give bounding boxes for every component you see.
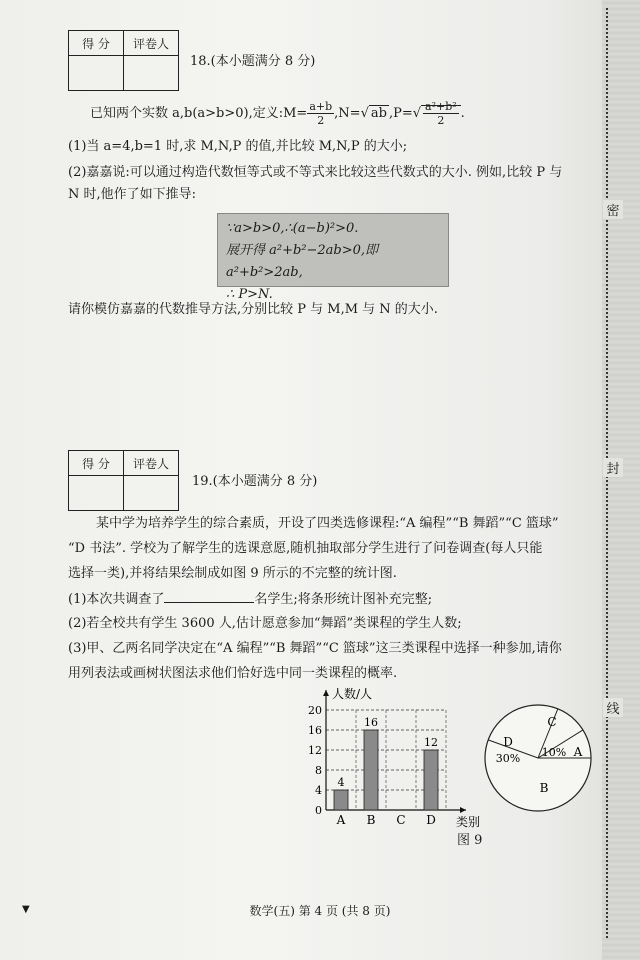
bar-value-label-B: 16 [364,716,378,729]
y-tick-label: 4 [315,784,322,797]
q18-intro-end: . [460,106,465,121]
bar-A [334,790,348,810]
score-label: 得 分 [69,451,124,476]
bar-D [424,750,438,810]
q18-intro-b: ,N= [334,106,361,121]
q18-task: 请你模仿嘉嘉的代数推导方法,分别比较 P 与 M,M 与 N 的大小. [68,302,438,317]
x-category-B: B [366,813,376,827]
bar-value-label-D: 12 [424,736,438,749]
bar-value-label-A: 4 [337,776,345,789]
x-category-C: C [396,813,406,827]
q19-title: 19.(本小题满分 8 分) [192,474,318,489]
q19-intro-line3: 选择一类),并将结果绘制成如图 9 所示的不完整的统计图. [68,566,397,581]
page-footer: 数学(五) 第 4 页 (共 8 页) [249,904,391,918]
grader-cell[interactable] [124,56,179,91]
answer-blank[interactable] [164,590,254,603]
pie-slice-value-D: 30% [495,752,521,765]
frac-p: $\frac{\text{a²+b²}}{2}$ [425,100,457,127]
proof-line-2: 展开得 a²+b²−2ab>0,即 a²+b²>2ab, [226,243,379,280]
pie-slice-label-A: A [573,745,583,759]
pie-slice-label-C: C [547,715,557,729]
score-cell[interactable] [69,476,124,511]
sqrt-n: ab [370,106,387,121]
bar-x-axis-label: 类别 [456,815,481,829]
y-axis-arrow [323,690,329,696]
pie-slice-label-B: B [539,781,549,795]
seal-mark-xian: 线 [603,698,623,717]
x-category-D: D [426,813,436,827]
pie-group [485,705,591,811]
bar-y-ticks [308,704,322,817]
seal-mark-feng: 封 [603,458,623,477]
proof-line-3: ∴ P>N. [226,287,273,302]
q19-part2: (2)若全校共有学生 3600 人,估计愿意参加“舞蹈”类课程的学生人数; [68,616,462,631]
proof-line-1: ∵a>b>0,∴(a−b)²>0. [226,221,359,236]
bar-B [364,730,378,810]
bar-chart [296,682,486,832]
y-tick-label: 12 [308,744,322,757]
bar-x-categories [336,813,436,827]
seal-mark-mi: 密 [603,200,623,219]
y-tick-label: 16 [308,724,322,737]
y-tick-label: 20 [308,704,322,717]
q18-score-table [68,30,179,91]
bar-y-axis-label: 人数/人 [332,687,373,701]
score-label: 得 分 [69,31,124,56]
q18-part2-line1: (2)嘉嘉说:可以通过构造代数恒等式或不等式来比较这些代数式的大小. 例如,比较 P 与 [68,165,563,180]
q18-part2-line2: N 时,他作了如下推导: [68,187,197,202]
q19-part3-line2: 用列表法或画树状图法求他们恰好选中同一类课程的概率. [68,666,398,681]
q19-part1-a: (1)本次共调查了 [68,592,165,607]
pie-chart [482,702,594,814]
grader-label: 评卷人 [124,31,179,56]
frac-m: $\frac{a+b}{2}$ [309,100,333,127]
figure-caption: 图 9 [457,833,483,848]
q18-intro-a: 已知两个实数 a,b(a>b>0),定义:M= [90,106,308,121]
q19-part1-b: 名学生;将条形统计图补充完整; [254,592,433,607]
pie-slice-label-D: D [503,735,513,749]
corner-mark: ▼ [22,904,30,915]
q19-part3-line1: (3)甲、乙两名同学决定在“A 编程”“B 舞蹈”“C 篮球”这三类课程中选择一种参加,请你 [68,641,562,656]
q19-intro-line1: 某中学为培养学生的综合素质，开设了四类选修课程:“A 编程”“B 舞蹈”“C 篮球” [96,516,559,531]
q19-score-table [68,450,179,511]
y-tick-label: 0 [315,804,322,817]
grader-label: 评卷人 [124,451,179,476]
x-axis-arrow [460,807,466,813]
pie-slice-value-A: 10% [541,746,567,759]
y-tick-label: 8 [315,764,322,777]
grader-cell[interactable] [124,476,179,511]
score-cell[interactable] [69,56,124,91]
q18-title: 18.(本小题满分 8 分) [190,54,316,69]
proof-box [217,213,449,302]
q18-part1: (1)当 a=4,b=1 时,求 M,N,P 的值,并比较 M,N,P 的大小; [68,139,408,154]
q19-part1 [68,589,603,611]
x-category-A: A [336,813,346,827]
q18-definition: 已知两个实数 a,b(a>b>0),定义:M= $\frac{a+b}{2}$ ,N=√ ab ,P=√ $\frac{\text{a²+b²}}{2}$ . [90,100,465,127]
q18-intro-c: ,P= [388,106,413,121]
q19-intro-line2: “D 书法”. 学校为了解学生的选课意愿,随机抽取部分学生进行了问卷调查(每人只能 [68,541,543,556]
